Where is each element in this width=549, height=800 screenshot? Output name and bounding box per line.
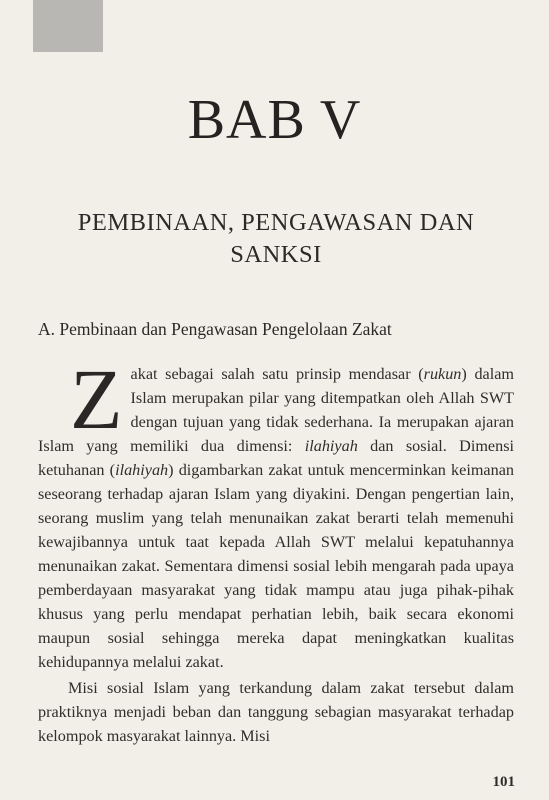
- page-number: 101: [492, 774, 515, 790]
- chapter-title-line-1: PEMBINAAN, PENGAWASAN DAN: [77, 209, 475, 236]
- chapter-title-line-2: SANKSI: [230, 241, 322, 268]
- p1-italic-rukun: rukun: [423, 365, 462, 383]
- drop-cap: Z: [70, 351, 123, 447]
- paragraph-2: Misi sosial Islam yang terkandung dalam zakat tersebut dalam praktiknya menjadi beban dan tanggung sebagian masyarakat terhadap kelompok masyarakat lainnya. Misi: [38, 679, 514, 745]
- p1-italic-ilahiyah-2: ilahiyah: [115, 461, 169, 479]
- chapter-number: BAB V: [187, 89, 362, 151]
- p1-text-4: ) digambarkan zakat untuk mencerminkan keimanan seseorang terhadap ajaran Islam yang diyakini. Dengan pengertian lain, seorang muslim yang telah menunaikan zakat berarti telah memenuhi kewajibannya untuk taat kepada Allah SWT melalui kepatuhannya menunaikan zakat. Sementara dimensi sosial lebih mengarah pada upaya pemberdayaan masyarakat yang tidak mampu atau juga pihak-pihak khusus yang perlu mendapat perhatian lebih, baik secara ekonomi maupun sosial sehingga mereka dapat meningkatkan kualitas kehidupannya melalui zakat.: [38, 461, 514, 671]
- p1-text-1: akat sebagai salah satu prinsip mendasar (: [130, 365, 424, 383]
- body-text: [38, 351, 514, 748]
- chapter-title: [36, 207, 516, 271]
- p1-text-3: dan sosial. Dimensi ketuhanan (: [38, 437, 514, 479]
- paragraph-1: [38, 351, 514, 674]
- section-heading: A. Pembinaan dan Pengawasan Pengelolaan Zakat: [38, 319, 392, 339]
- p1-italic-ilahiyah-1: ilahiyah: [304, 437, 358, 455]
- p1-text-2: ) dalam Islam merupakan pilar yang ditempatkan oleh Allah SWT dengan tujuan yang tidak sederhana. Ia merupakan ajaran Islam yang memiliki dua dimensi:: [38, 365, 514, 455]
- decorative-corner-block: [33, 0, 103, 52]
